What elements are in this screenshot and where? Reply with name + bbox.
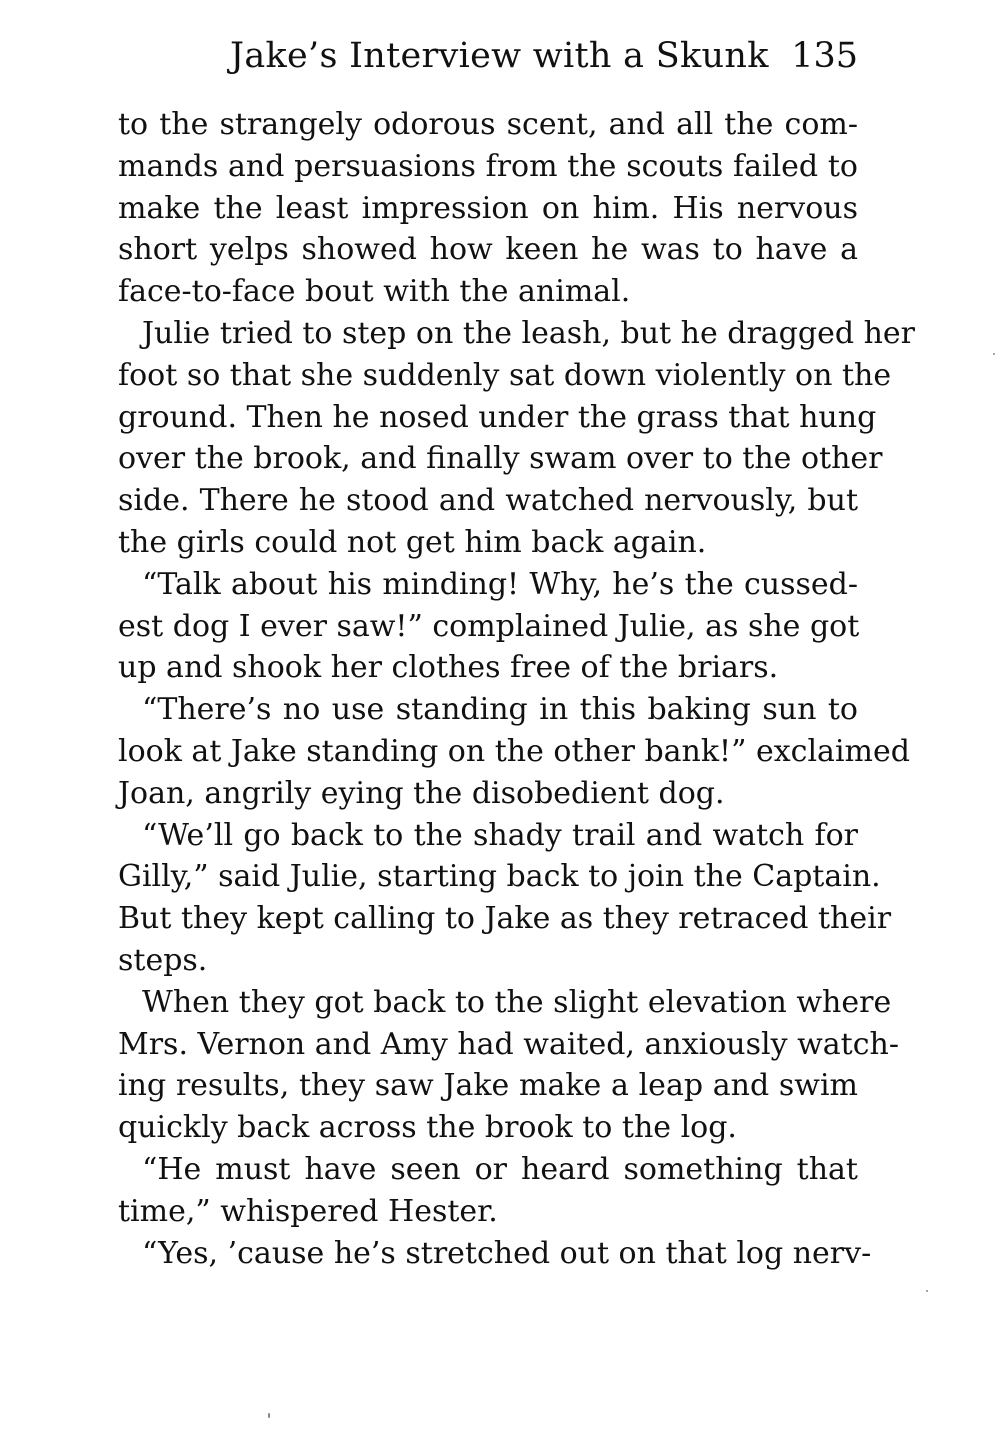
text-line: time,” whispered Hester.	[118, 1193, 498, 1229]
page-header	[118, 34, 862, 84]
text-line: But they kept calling to Jake as they retraced their	[118, 901, 892, 937]
running-title: Jake’s Interview with a Skunk	[230, 36, 769, 76]
text-line: short yelps showed how keen he was to have a	[118, 232, 858, 268]
text-line: steps.	[118, 942, 208, 978]
text-line: Mrs. Vernon and Amy had waited, anxiously watch-	[118, 1026, 899, 1062]
text-line: When they got back to the slight elevation where	[142, 984, 892, 1020]
text-line: to the strangely odorous scent, and all the com-	[118, 107, 858, 142]
text-line: “He must have seen or heard something that	[142, 1151, 858, 1187]
scan-speck	[993, 353, 995, 355]
page-number: 135	[791, 36, 858, 76]
text-line: make the least impression on him. His nervous	[118, 190, 858, 226]
text-line: the girls could not get him back again.	[118, 524, 707, 560]
text-line: Julie tried to step on the leash, but he dragged her	[142, 315, 915, 351]
text-line: quickly back across the brook to the log.	[118, 1110, 737, 1146]
text-line: up and shook her clothes free of the briars.	[118, 650, 779, 686]
text-line: ing results, they saw Jake make a leap and swim	[118, 1068, 858, 1104]
body-text	[118, 104, 915, 1274]
text-line: look at Jake standing on the other bank!” exclaimed	[118, 733, 910, 769]
text-line: “There’s no use standing in this baking sun to	[142, 692, 858, 728]
text-line: face-to-face bout with the animal.	[118, 274, 631, 310]
scan-speck	[926, 1290, 928, 1292]
text-line: “Yes, ’cause he’s stretched out on that log nerv-	[142, 1235, 872, 1271]
text-line: foot so that she suddenly sat down violently on the	[118, 357, 892, 393]
text-line: est dog I ever saw!” complained Julie, as she got	[118, 608, 860, 644]
scan-speck	[268, 1413, 270, 1418]
text-line: over the brook, and finally swam over to the other	[118, 441, 883, 477]
text-line: Joan, angrily eying the disobedient dog.	[118, 775, 725, 811]
text-line: “Talk about his minding! Why, he’s the cussed-	[142, 566, 858, 602]
text-line: ground. Then he nosed under the grass that hung	[118, 399, 877, 435]
text-line: “We’ll go back to the shady trail and watch for	[142, 817, 858, 853]
text-line: mands and persuasions from the scouts failed to	[118, 148, 858, 184]
text-line: side. There he stood and watched nervously, but	[118, 483, 858, 519]
text-line: Gilly,” said Julie, starting back to join the Captain.	[118, 859, 881, 895]
